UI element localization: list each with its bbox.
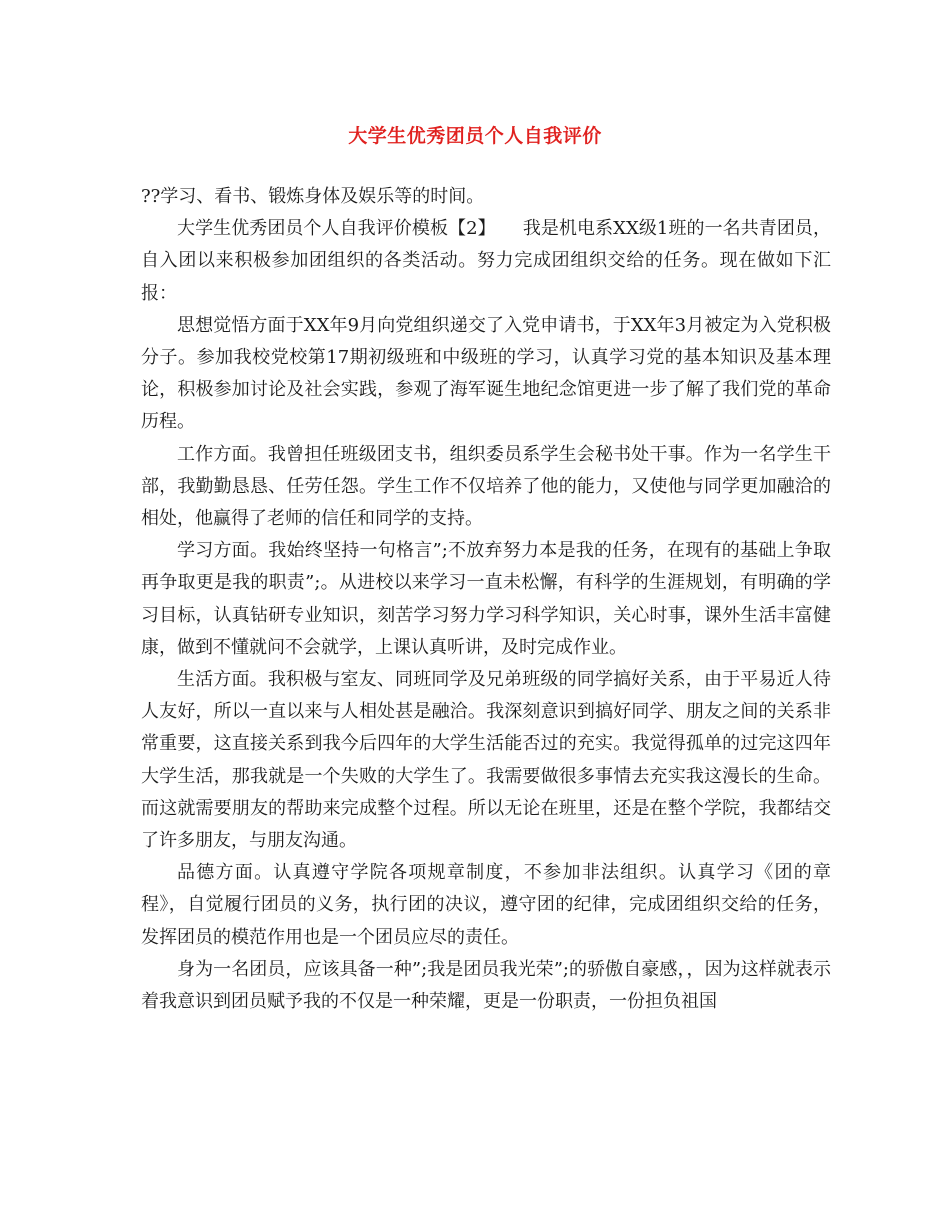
paragraph-7: 品德方面。认真遵守学院各项规章制度，不参加非法组织。认真学习《团的章程》，自觉履行团员的义务，执行团的决议，遵守团的纪律，完成团组织交给的任务，发挥团员的模范作用也是一个团员应尽的责任。 — [141, 862, 831, 948]
document-body — [141, 181, 831, 1018]
paragraph-2: 大学生优秀团员个人自我评价模板【2】 我是机电系XX级1班的一名共青团员，自入团以来积极参加团组织的各类活动。努力完成团组织交给的任务。现在做如下汇报： — [141, 218, 831, 304]
paragraph-1: ??学习、看书、锻炼身体及娱乐等的时间。 — [141, 186, 485, 207]
paragraph-8: 身为一名团员，应该具备一种”;我是团员我光荣”;的骄傲自豪感，，因为这样就表示着我意识到团员赋予我的不仅是一种荣耀，更是一份职责，一份担负祖国 — [141, 958, 831, 1013]
paragraph-6: 生活方面。我积极与室友、同班同学及兄弟班级的同学搞好关系，由于平易近人待人友好，所以一直以来与人相处甚是融洽。我深刻意识到搞好同学、朋友之间的关系非常重要，这直接关系到我今后四年的大学生活能否过的充实。我觉得孤单的过完这四年大学生活，那我就是一个失败的大学生了。我需要做很多事情去充实我这漫长的生命。而这就需要朋友的帮助来完成整个过程。所以无论在班里，还是在整个学院，我都结交了许多朋友，与朋友沟通。 — [141, 669, 831, 852]
paragraph-3: 思想觉悟方面于XX年9月向党组织递交了入党申请书，于XX年3月被定为入党积极分子。参加我校党校第17期初级班和中级班的学习，认真学习党的基本知识及基本理论，积极参加讨论及社会实践，参观了海军诞生地纪念馆更进一步了解了我们党的革命历程。 — [141, 314, 831, 433]
paragraph-4: 工作方面。我曾担任班级团支书，组织委员系学生会秘书处干事。作为一名学生干部，我勤勤恳恳、任劳任怨。学生工作不仅培养了他的能力，又使他与同学更加融洽的相处，他赢得了老师的信任和同学的支持。 — [141, 443, 831, 530]
document-title: 大学生优秀团员个人自我评价 — [348, 125, 602, 147]
paragraph-5: 学习方面。我始终坚持一句格言”;不放弃努力本是我的任务，在现有的基础上争取再争取更是我的职责”;。从进校以来学习一直未松懈，有科学的生涯规划，有明确的学习目标，认真钻研专业知识，刻苦学习努力学习科学知识，关心时事，课外生活丰富健康，做到不懂就问不会就学，上课认真听讲，及时完成作业。 — [141, 540, 831, 658]
